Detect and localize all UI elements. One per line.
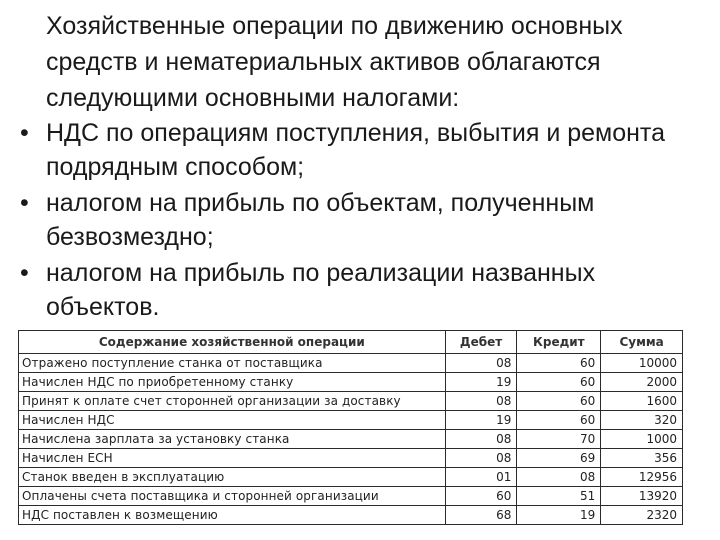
- cell-credit: 60: [517, 392, 601, 411]
- cell-description: Отражено поступление станка от поставщика: [19, 354, 446, 373]
- table-row: [19, 411, 683, 430]
- table-row: [19, 392, 683, 411]
- cell-credit: 70: [517, 430, 601, 449]
- bullet-marker: •: [20, 189, 29, 217]
- cell-description: Станок введен в эксплуатацию: [19, 468, 446, 487]
- cell-description: Начислен ЕСН: [19, 449, 446, 468]
- intro-paragraph: Хозяйственные операции по движению основных средств и нематериальных активов облагаются следующими основными налогами:: [46, 12, 623, 112]
- cell-debit: 19: [445, 411, 517, 430]
- cell-debit: 01: [445, 468, 517, 487]
- cell-sum: 13920: [601, 487, 683, 506]
- cell-credit: 51: [517, 487, 601, 506]
- table-row: [19, 506, 683, 525]
- bullet-text: налогом на прибыль по объектам, полученным безвозмездно;: [46, 189, 595, 251]
- table-row: [19, 373, 683, 392]
- cell-description: Начислена зарплата за установку станка: [19, 430, 446, 449]
- header-sum: Сумма: [601, 331, 683, 354]
- tax-bullet-list: [20, 116, 710, 326]
- table-header-row: [19, 331, 683, 354]
- cell-debit: 08: [445, 354, 517, 373]
- cell-credit: 60: [517, 411, 601, 430]
- header-description: Содержание хозяйственной операции: [19, 331, 446, 354]
- cell-description: Оплачены счета поставщика и сторонней организации: [19, 487, 446, 506]
- cell-sum: 12956: [601, 468, 683, 487]
- table-row: [19, 430, 683, 449]
- header-debit: Дебет: [445, 331, 517, 354]
- bullet-text: налогом на прибыль по реализации названных объектов.: [46, 259, 596, 321]
- cell-debit: 08: [445, 449, 517, 468]
- bullet-marker: •: [20, 119, 29, 147]
- cell-debit: 08: [445, 430, 517, 449]
- table-row: [19, 487, 683, 506]
- cell-debit: 08: [445, 392, 517, 411]
- table-row: [19, 449, 683, 468]
- cell-credit: 60: [517, 354, 601, 373]
- cell-description: Начислен НДС: [19, 411, 446, 430]
- cell-description: НДС поставлен к возмещению: [19, 506, 446, 525]
- header-credit: Кредит: [517, 331, 601, 354]
- cell-credit: 60: [517, 373, 601, 392]
- bullet-item: [20, 186, 710, 254]
- bullet-item: [20, 116, 710, 184]
- table-row: [19, 354, 683, 373]
- cell-sum: 356: [601, 449, 683, 468]
- operations-table: [18, 330, 683, 525]
- operations-table-wrap: [18, 330, 683, 525]
- bullet-item: [20, 256, 710, 324]
- cell-sum: 1600: [601, 392, 683, 411]
- cell-credit: 19: [517, 506, 601, 525]
- cell-sum: 2320: [601, 506, 683, 525]
- cell-sum: 320: [601, 411, 683, 430]
- table-row: [19, 468, 683, 487]
- bullet-marker: •: [20, 259, 29, 287]
- cell-debit: 19: [445, 373, 517, 392]
- cell-credit: 69: [517, 449, 601, 468]
- cell-debit: 68: [445, 506, 517, 525]
- cell-sum: 10000: [601, 354, 683, 373]
- cell-sum: 1000: [601, 430, 683, 449]
- cell-sum: 2000: [601, 373, 683, 392]
- cell-description: Начислен НДС по приобретенному станку: [19, 373, 446, 392]
- bullet-text: НДС по операциям поступления, выбытия и ремонта подрядным способом;: [46, 119, 666, 181]
- cell-description: Принят к оплате счет сторонней организации за доставку: [19, 392, 446, 411]
- cell-credit: 08: [517, 468, 601, 487]
- cell-debit: 60: [445, 487, 517, 506]
